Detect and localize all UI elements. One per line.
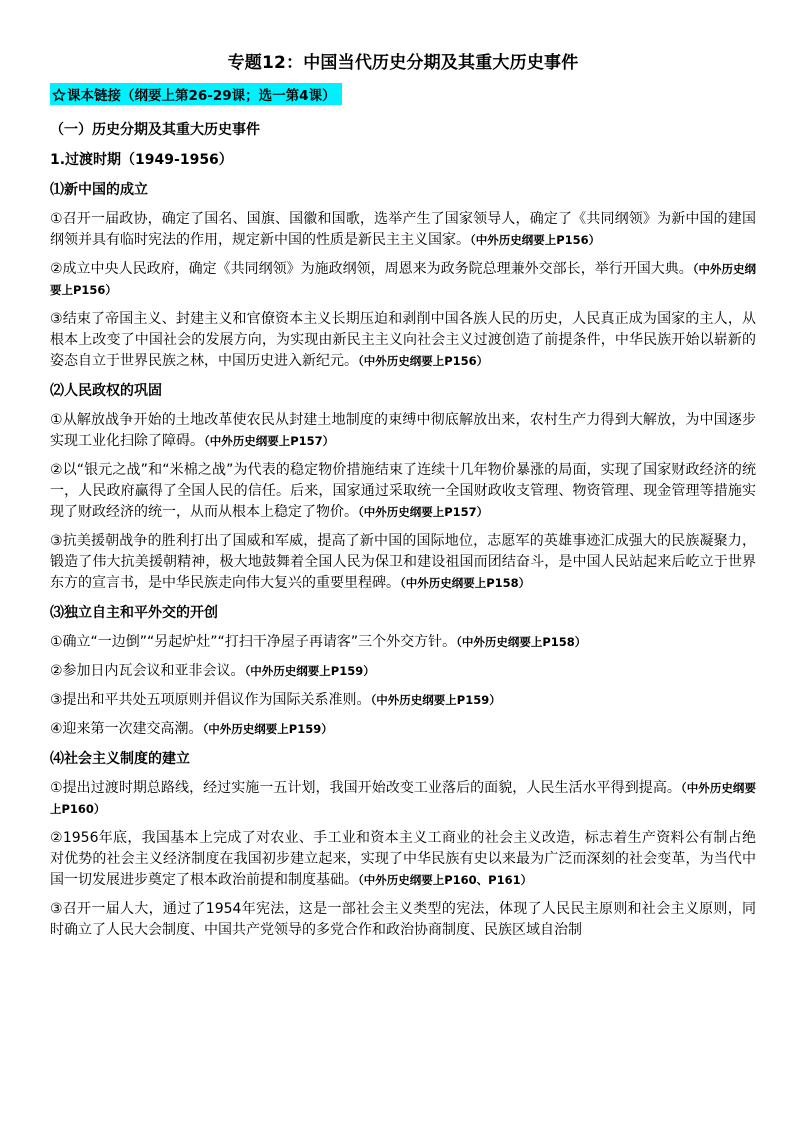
textbook-reference: （中外历史纲要上P156）	[470, 233, 601, 247]
textbook-reference: （中外历史纲要上P158）	[400, 576, 531, 590]
document-page	[50, 48, 756, 949]
paragraph-text: ①从解放战争开始的土地改革使农民从封建土地制度的束缚中彻底解放出来，农村生产力得到大解放，为中国逐步实现工业化扫除了障碍。	[50, 412, 756, 449]
paragraph	[50, 531, 756, 594]
textbook-reference: （中外历史纲要上P157）	[204, 434, 335, 448]
textbook-reference: （中外历史纲要上P156）	[50, 262, 756, 297]
subsection-heading: ⑷社会主义制度的建立	[50, 751, 190, 767]
textbook-reference: （中外历史纲要上P159）	[202, 722, 333, 736]
paragraph	[50, 460, 756, 523]
subsection-heading: ⑴新中国的成立	[50, 182, 148, 198]
paragraph	[50, 410, 756, 452]
paragraph	[50, 719, 756, 740]
section-heading: （一）历史分期及其重大历史事件	[50, 122, 260, 138]
paragraph-text: ①确立“一边倒”“另起炉灶”“打扫干净屋子再请客”三个外交方针。	[50, 634, 457, 650]
course-link-highlight	[50, 83, 342, 105]
paragraph-text: ③提出和平共处五项原则并倡议作为国际关系准则。	[50, 692, 371, 708]
paragraph	[50, 828, 756, 891]
paragraph	[50, 690, 756, 711]
paragraph	[50, 209, 756, 251]
paragraph	[50, 899, 756, 941]
paragraph-text: ①召开一届政协，确定了国名、国旗、国徽和国歌，选举产生了国家领导人，确定了《共同纲领》为新中国的建国纲领并具有临时宪法的作用，规定新中国的性质是新民主主义国家。	[50, 211, 756, 248]
paragraph	[50, 259, 756, 301]
textbook-reference: （中外历史纲要上P156）	[358, 354, 489, 368]
textbook-reference: （中外历史纲要上P160、P161）	[358, 873, 533, 887]
paragraph-text: ④迎来第一次建交高潮。	[50, 721, 203, 737]
star-outline-icon	[52, 88, 66, 104]
page-title: 专题12：中国当代历史分期及其重大历史事件	[227, 53, 579, 73]
content-groups	[50, 179, 756, 941]
course-link-text: 课本链接（纲要上第26-29课；选一第4课）	[67, 88, 336, 104]
textbook-reference: （中外历史纲要上P160）	[50, 781, 756, 816]
paragraph-text: ③召开一届人大，通过了1954年宪法，这是一部社会主义类型的宪法，体现了人民民主原则和社会主义原则，同时确立了人民大会制度、中国共产党领导的多党合作和政治协商制度、民族区域自治制	[50, 901, 756, 938]
paragraph	[50, 632, 756, 653]
paragraph-text: ②1956年底，我国基本上完成了对农业、手工业和资本主义工商业的社会主义改造，标志着生产资料公有制占绝对优势的社会主义经济制度在我国初步建立起来，实现了中华民族有史以来最为广泛而深刻的社会变革，为当代中国一切发展进步奠定了根本政治前提和制度基础。	[50, 830, 756, 888]
paragraph-text: ③抗美援朝战争的胜利打出了国威和军威，提高了新中国的国际地位，志愿军的英雄事迹汇成强大的民族凝聚力，锻造了伟大抗美援朝精神，极大地鼓舞着全国人民为保卫和建设祖国而团结奋斗，是中国人民站起来后屹立于世界东方的宣言书，是中华民族走向伟大复兴的重要里程碑。	[50, 533, 756, 591]
period-heading: 1.过渡时期（1949-1956）	[50, 152, 233, 168]
paragraph	[50, 309, 756, 372]
paragraph	[50, 778, 756, 820]
textbook-reference: （中外历史纲要上P159）	[370, 693, 501, 707]
subsection-heading: ⑶独立自主和平外交的开创	[50, 605, 218, 621]
paragraph-text: ②成立中央人民政府，确定《共同纲领》为施政纲领，周恩来为政务院总理兼外交部长，举行开国大典。	[50, 261, 693, 277]
paragraph	[50, 661, 756, 682]
textbook-reference: （中外历史纲要上P157）	[358, 505, 489, 519]
textbook-reference: （中外历史纲要上P158）	[456, 635, 587, 649]
paragraph-text: ①提出过渡时期总路线，经过实施一五计划，我国开始改变工业落后的面貌，人民生活水平得到提高。	[50, 780, 681, 796]
paragraph-text: ②参加日内瓦会议和亚非会议。	[50, 663, 245, 679]
textbook-reference: （中外历史纲要上P159）	[244, 664, 375, 678]
subsection-heading: ⑵人民政权的巩固	[50, 383, 162, 399]
paragraph-text: ②以“银元之战”和“米棉之战”为代表的稳定物价措施结束了连续十几年物价暴涨的局面，实现了国家财政经济的统一，人民政府赢得了全国人民的信任。后来，国家通过采取统一全国财政收支管理、物资管理、现金管理等措施实现了财政经济的统一，从而从根本上稳定了物价。	[50, 462, 756, 520]
paragraph-text: ③结束了帝国主义、封建主义和官僚资本主义长期压迫和剥削中国各族人民的历史，人民真正成为国家的主人，从根本上改变了中国社会的发展方向，为实现由新民主主义向社会主义过渡创造了前提条件，中华民族开始以崭新的姿态自立于世界民族之林，中国历史进入新纪元。	[50, 311, 756, 369]
